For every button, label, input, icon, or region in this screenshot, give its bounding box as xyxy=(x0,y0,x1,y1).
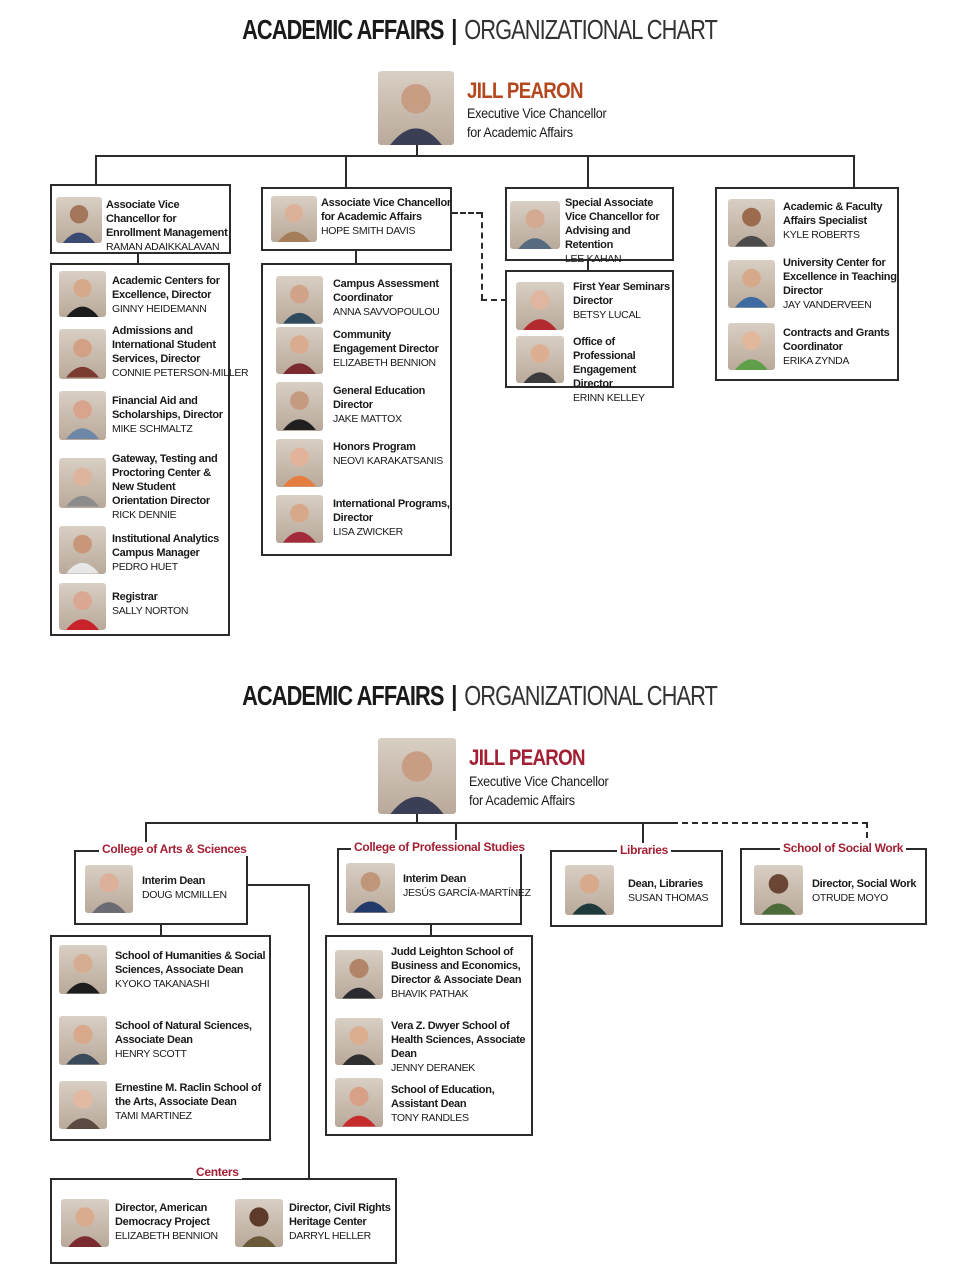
card-title: Special Associate Vice Chancellor for Advising and Retention xyxy=(565,197,660,251)
card-name: KYOKO TAKANASHI xyxy=(115,978,210,990)
header-light: ORGANIZATIONAL CHART xyxy=(464,14,717,45)
col1-head-card xyxy=(50,184,231,254)
connector-line xyxy=(416,145,418,156)
card-title: First Year Seminars Director xyxy=(573,281,670,307)
card-name: CONNIE PETERSON-MILLER xyxy=(112,367,249,379)
libraries-label: Libraries xyxy=(617,843,671,857)
dotted-connector xyxy=(672,822,868,824)
cps-head-card xyxy=(337,848,531,925)
card-name: PEDRO HUET xyxy=(112,561,178,573)
person-photo xyxy=(510,201,560,249)
card-text xyxy=(391,1083,533,1125)
card-title: Admissions and International Student Services, Director xyxy=(112,325,216,365)
connector-line xyxy=(355,250,357,264)
connector-line xyxy=(587,155,589,188)
card-title: Director, Social Work xyxy=(812,878,917,890)
person-photo xyxy=(59,583,106,630)
cas-list xyxy=(50,935,271,1141)
person-photo xyxy=(335,950,383,999)
card-title: Honors Program xyxy=(333,441,416,453)
card-text xyxy=(112,590,228,618)
card-title: Office of Professional Engagement Director xyxy=(573,336,637,390)
card-text xyxy=(142,874,246,902)
card-text xyxy=(333,328,451,370)
card-name: NEOVI KARAKATSANIS xyxy=(333,455,443,467)
col2-list xyxy=(261,263,452,556)
card-name: ELIZABETH BENNION xyxy=(115,1230,218,1242)
person-photo xyxy=(276,439,323,487)
card-text xyxy=(112,274,228,316)
card-text xyxy=(115,1019,269,1061)
ssw-label: School of Social Work xyxy=(780,841,906,855)
card-title: University Center for Excellence in Teaching Director xyxy=(783,257,897,297)
lead-title xyxy=(469,772,608,810)
card-text xyxy=(106,198,228,254)
centers-label: Centers xyxy=(193,1165,242,1179)
lead-title-line1: Executive Vice Chancellor xyxy=(467,105,607,121)
person-photo xyxy=(61,1199,109,1247)
card-text xyxy=(812,877,926,905)
card-text xyxy=(115,949,269,991)
lead-name: JILL PEARON xyxy=(467,78,583,103)
header-sep: | xyxy=(451,14,457,45)
card-text xyxy=(573,280,673,322)
card-name: KYLE ROBERTS xyxy=(783,229,860,241)
person-photo xyxy=(276,382,323,431)
card-title: Ernestine M. Raclin School of the Arts, Associate Dean xyxy=(115,1082,261,1108)
person-photo xyxy=(85,865,133,913)
header-bold: ACADEMIC AFFAIRS xyxy=(242,14,444,45)
card-name: ERIKA ZYNDA xyxy=(783,355,850,367)
person-photo xyxy=(59,1016,107,1065)
person-photo xyxy=(516,336,564,383)
card-title: Registrar xyxy=(112,591,158,603)
card-title: Director, American Democracy Project xyxy=(115,1202,210,1228)
card-title: Gateway, Testing and Proctoring Center & New Student Orientation Director xyxy=(112,453,218,507)
chart2-header xyxy=(105,680,853,712)
card-title: International Programs, Director xyxy=(333,498,450,524)
person-photo xyxy=(565,865,614,915)
card-name: JENNY DERANEK xyxy=(391,1062,476,1074)
connector-line xyxy=(308,884,310,1178)
dotted-connector xyxy=(481,212,483,300)
libraries-card xyxy=(550,850,723,927)
person-photo xyxy=(59,1081,107,1129)
card-text xyxy=(112,324,249,380)
card-title: Director, Civil Rights Heritage Center xyxy=(289,1202,391,1228)
connector-line xyxy=(416,814,418,823)
lead-photo xyxy=(378,71,454,145)
col4-list xyxy=(715,187,899,381)
person-photo xyxy=(276,495,323,543)
card-text xyxy=(391,1019,533,1075)
card-name: RAMAN ADAIKKALAVAN xyxy=(106,241,220,253)
card-name: GINNY HEIDEMANN xyxy=(112,303,207,315)
card-name: BHAVIK PATHAK xyxy=(391,988,469,1000)
card-name: DARRYL HELLER xyxy=(289,1230,371,1242)
header-bold: ACADEMIC AFFAIRS xyxy=(242,680,444,711)
card-name: MIKE SCHMALTZ xyxy=(112,423,193,435)
connector-line xyxy=(853,155,855,188)
card-name: LISA ZWICKER xyxy=(333,526,403,538)
card-text xyxy=(333,497,451,539)
card-text xyxy=(321,196,451,238)
card-text xyxy=(391,945,533,1001)
person-photo xyxy=(56,197,102,243)
lead-title-line2: for Academic Affairs xyxy=(467,124,573,140)
connector-line xyxy=(345,155,347,189)
person-photo xyxy=(235,1199,283,1247)
card-name: ERINN KELLEY xyxy=(573,392,645,404)
person-photo xyxy=(59,458,106,508)
lead-title xyxy=(467,104,606,142)
cas-label: College of Arts & Sciences xyxy=(99,842,249,856)
person-photo xyxy=(59,526,106,574)
card-name: OTRUDE MOYO xyxy=(812,892,889,904)
card-title: Interim Dean xyxy=(403,873,467,885)
card-text xyxy=(289,1201,395,1243)
person-photo xyxy=(276,276,323,324)
card-name: SALLY NORTON xyxy=(112,605,189,617)
card-title: Vera Z. Dwyer School of Health Sciences, Associate Dean xyxy=(391,1020,526,1060)
lead-title-line1: Executive Vice Chancellor xyxy=(469,773,609,789)
card-title: Dean, Libraries xyxy=(628,878,703,890)
card-name: ELIZABETH BENNION xyxy=(333,357,436,369)
card-name: DOUG MCMILLEN xyxy=(142,889,227,901)
col3-list xyxy=(505,270,674,404)
lead-photo xyxy=(378,738,456,814)
card-name: JAY VANDERVEEN xyxy=(783,299,872,311)
dotted-connector xyxy=(452,212,482,214)
card-title: Community Engagement Director xyxy=(333,329,439,355)
card-text xyxy=(333,384,451,426)
card-text xyxy=(565,196,673,266)
card-name: RICK DENNIE xyxy=(112,509,177,521)
col1-list xyxy=(50,263,249,636)
person-photo xyxy=(346,863,395,913)
lead-title-line2: for Academic Affairs xyxy=(469,792,575,808)
card-title: School of Natural Sciences, Associate Dean xyxy=(115,1020,252,1046)
card-name: SUSAN THOMAS xyxy=(628,892,709,904)
person-photo xyxy=(276,327,323,374)
cps-list xyxy=(325,935,533,1136)
person-photo xyxy=(754,865,803,915)
card-title: Campus Assessment Coordinator xyxy=(333,278,439,304)
card-title: Academic Centers for Excellence, Director xyxy=(112,275,220,301)
centers-list xyxy=(50,1178,397,1264)
card-name: JESÚS GARCÍA-MARTÍNEZ xyxy=(403,887,531,899)
person-photo xyxy=(516,282,564,330)
card-name: TONY RANDLES xyxy=(391,1112,469,1124)
card-text xyxy=(115,1201,227,1243)
header-light: ORGANIZATIONAL CHART xyxy=(464,680,717,711)
card-text xyxy=(115,1081,269,1123)
col3-head-card xyxy=(505,187,674,265)
card-name: HENRY SCOTT xyxy=(115,1048,187,1060)
person-photo xyxy=(728,260,775,308)
card-title: Judd Leighton School of Business and Economics, Director & Associate Dean xyxy=(391,946,522,986)
card-text xyxy=(333,440,451,468)
person-photo xyxy=(728,199,775,247)
person-photo xyxy=(335,1078,383,1127)
cas-head-card xyxy=(74,850,248,925)
ssw-card xyxy=(740,848,927,925)
card-name: ANNA SAVVOPOULOU xyxy=(333,306,440,318)
card-text xyxy=(783,256,897,312)
card-name: JAKE MATTOX xyxy=(333,413,402,425)
connector-line xyxy=(95,155,855,157)
card-title: Interim Dean xyxy=(142,875,206,887)
person-photo xyxy=(271,196,317,242)
card-title: Associate Vice Chancellor for Enrollment Management xyxy=(106,199,228,239)
card-text xyxy=(783,326,897,368)
col2-head-card xyxy=(261,187,452,251)
person-photo xyxy=(59,329,106,379)
chart1-header xyxy=(105,14,853,46)
card-title: Academic & Faculty Affairs Specialist xyxy=(783,201,883,227)
card-title: Institutional Analytics Campus Manager xyxy=(112,533,219,559)
person-photo xyxy=(728,323,775,370)
card-text xyxy=(112,394,228,436)
card-text xyxy=(403,872,531,900)
card-title: School of Humanities & Social Sciences, Associate Dean xyxy=(115,950,266,976)
person-photo xyxy=(59,271,106,317)
card-title: Associate Vice Chancellor for Academic Affairs xyxy=(321,197,451,223)
card-text xyxy=(112,532,228,574)
card-name: HOPE SMITH DAVIS xyxy=(321,225,416,237)
dotted-connector xyxy=(481,299,507,301)
card-text xyxy=(628,877,722,905)
card-text xyxy=(112,452,228,522)
person-photo xyxy=(59,391,106,440)
header-sep: | xyxy=(451,680,457,711)
card-text xyxy=(333,277,451,319)
lead-name: JILL PEARON xyxy=(469,745,585,770)
person-photo xyxy=(335,1018,383,1065)
card-name: LEE KAHAN xyxy=(565,253,622,265)
cps-label: College of Professional Studies xyxy=(351,840,528,854)
card-title: School of Education, Assistant Dean xyxy=(391,1084,495,1110)
person-photo xyxy=(59,945,107,994)
connector-line xyxy=(95,155,97,185)
card-name: TAMI MARTINEZ xyxy=(115,1110,192,1122)
card-name: BETSY LUCAL xyxy=(573,309,641,321)
card-title: Financial Aid and Scholarships, Director xyxy=(112,395,223,421)
card-title: General Education Director xyxy=(333,385,426,411)
card-text xyxy=(573,335,673,405)
card-title: Contracts and Grants Coordinator xyxy=(783,327,890,353)
card-text xyxy=(783,200,897,242)
connector-line xyxy=(145,822,672,824)
